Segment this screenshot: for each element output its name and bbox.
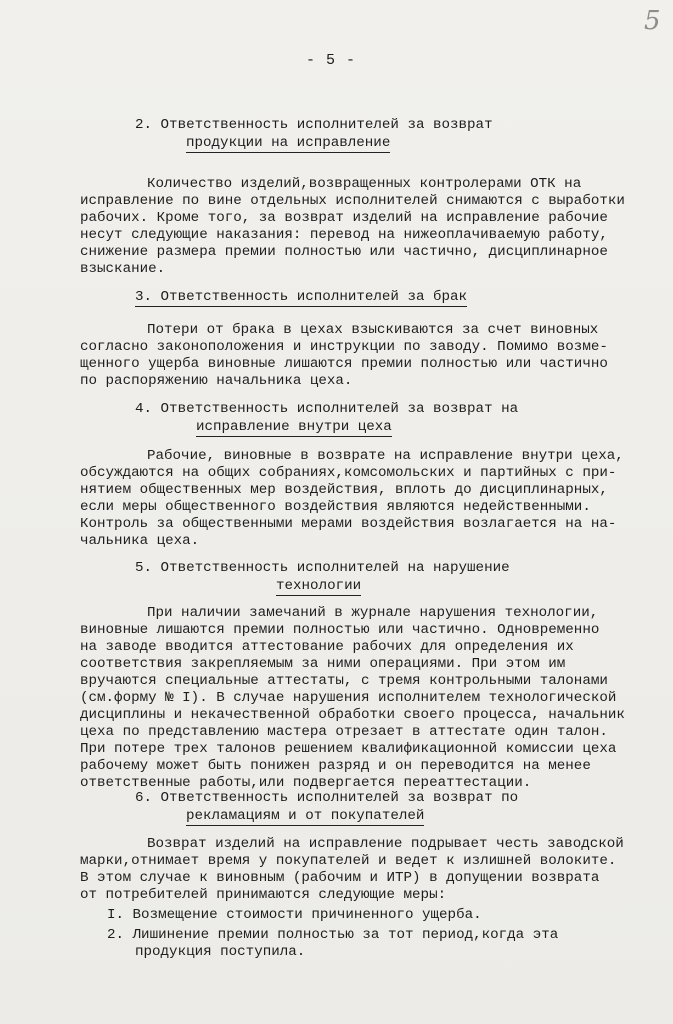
section-6-heading-line-2: рекламациям и от покупателей: [186, 808, 425, 824]
text-line: щенного ущерба виновные лишаются премии полностью или частично: [80, 356, 608, 372]
text-line: Возврат изделий на исправление подрывает честь заводской: [147, 836, 624, 852]
text-line: Контроль за общественными мерами воздействия возлагается на на-: [80, 516, 617, 532]
section-5-heading-line-1: 5. Ответственность исполнителей на нарушение: [135, 560, 510, 576]
list-item-continuation: продукция поступила.: [135, 944, 306, 960]
text-line: согласно законоположения и инструкции по заводу. Помимо возме-: [80, 339, 608, 355]
section-2-heading-line-1: 2. Ответственность исполнителей за возврат: [135, 117, 493, 133]
section-3-heading: 3. Ответственность исполнителей за брак: [135, 289, 468, 305]
text-line: цеха по представлению мастера отрезает в аттестате один талон.: [80, 724, 608, 740]
text-line: При потере трех талонов решением квалификационной комиссии цеха: [80, 741, 617, 757]
text-line: ответственные работы,или подвергается переаттестации.: [80, 775, 532, 791]
corner-page-number: 5: [644, 6, 661, 36]
section-2-heading-line-2: продукции на исправление: [186, 135, 391, 151]
text-line: Рабочие, виновные в возврате на исправление внутри цеха,: [147, 448, 624, 464]
text-line: вручаются специальные аттестаты, с тремя контрольными талонами: [80, 673, 608, 689]
text-line: по распоряжению начальника цеха.: [80, 373, 353, 389]
text-line: виновные лишаются премии полностью или частично. Одновременно: [80, 622, 600, 638]
text-line: обсуждаются на общих собраниях,комсомольских и партийных с при-: [80, 465, 617, 481]
list-item: 2. Лишинение премии полностью за тот период,когда эта: [107, 927, 559, 943]
text-line: марки,отнимает время у покупателей и ведет к излишней волоките.: [80, 853, 617, 869]
text-line: При наличии замечаний в журнале нарушения технологии,: [147, 605, 599, 621]
text-line: рабочих. Кроме того, за возврат изделий на исправление рабочие: [80, 210, 608, 226]
page-number: - 5 -: [306, 52, 357, 69]
text-line: если меры общественного воздействия являются недейственными.: [80, 499, 591, 515]
text-line: исправление по вине отдельных исполнителей снимаются с выработки: [80, 193, 625, 209]
text-line: на заводе вводится аттестование рабочих для определения их: [80, 639, 574, 655]
text-line: взыскание.: [80, 261, 166, 277]
text-line: от потребителей принимаются следующие меры:: [80, 887, 447, 903]
text-line: Потери от брака в цехах взыскиваются за счет виновных: [147, 322, 599, 338]
text-line: несут следующие наказания: перевод на нижеоплачиваемую работу,: [80, 227, 608, 243]
text-line: рабочему может быть понижен разряд и он переводится на менее: [80, 758, 591, 774]
text-line: соответствия закрепляемым за ними операциями. При этом им: [80, 656, 566, 672]
section-6-heading-line-1: 6. Ответственность исполнителей за возврат по: [135, 790, 519, 806]
text-line: снижение размера премии полностью или частично, дисциплинарное: [80, 244, 608, 260]
text-line: чальника цеха.: [80, 533, 200, 549]
text-line: дисциплины и некачественной обработки своего процесса, начальник: [80, 707, 625, 723]
section-4-heading-line-2: исправление внутри цеха: [196, 419, 392, 435]
text-line: Количество изделий,возвращенных контролерами ОТК на: [147, 176, 582, 192]
text-line: (см.форму № I). В случае нарушения исполнителем технологической: [80, 690, 617, 706]
list-item: I. Возмещение стоимости причиненного ущерба.: [107, 907, 482, 923]
section-4-heading-line-1: 4. Ответственность исполнителей за возврат на: [135, 401, 519, 417]
text-line: нятием общественных мер воздействия, вплоть до дисциплинарных,: [80, 482, 608, 498]
text-line: В этом случае к виновным (рабочим и ИТР) в допущении возврата: [80, 870, 600, 886]
section-5-heading-line-2: технологии: [276, 578, 362, 594]
